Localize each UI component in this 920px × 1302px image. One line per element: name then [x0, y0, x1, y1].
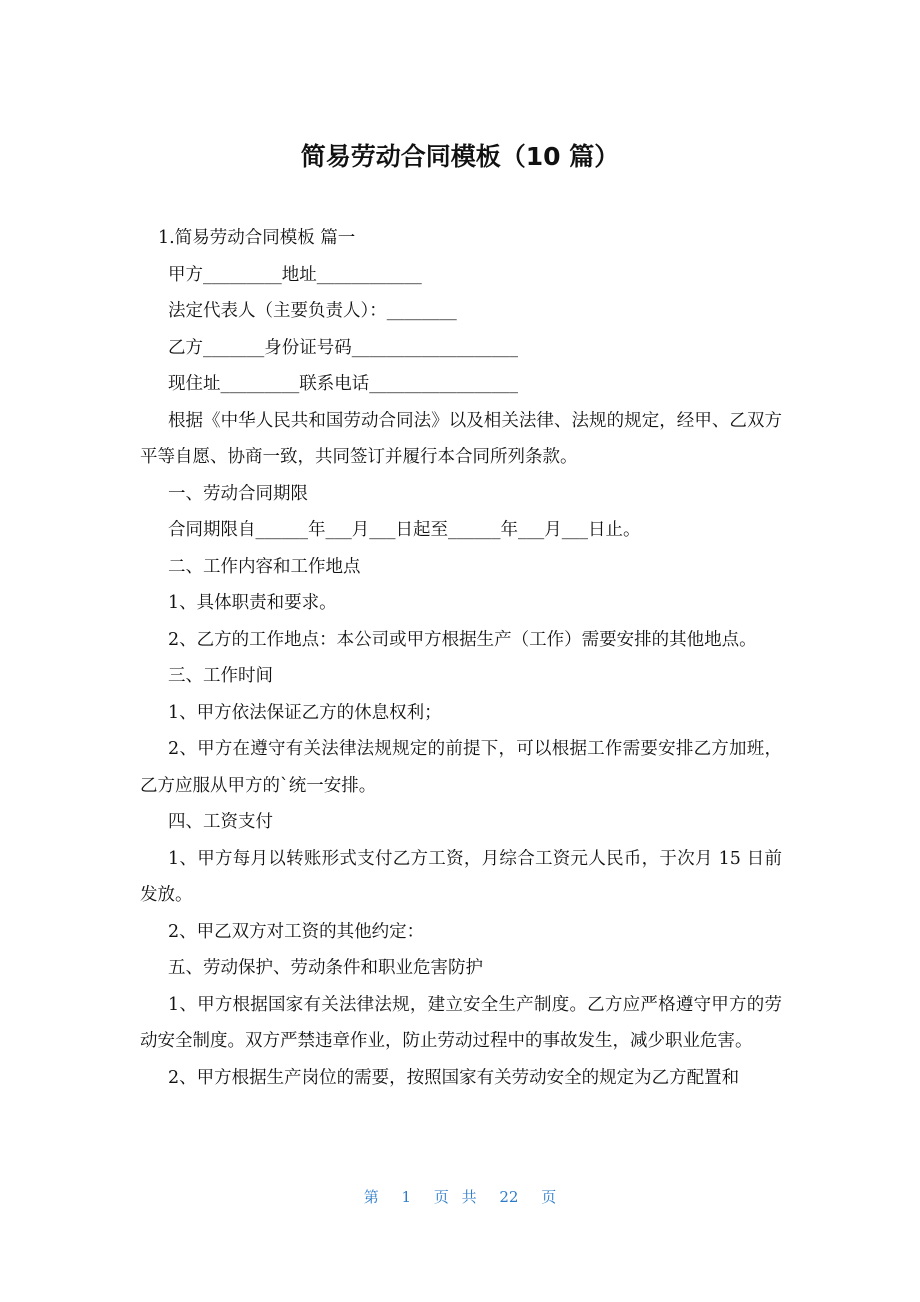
clause-heading-wages: 四、工资支付	[168, 812, 273, 832]
footer-middle: 页 共	[433, 1188, 477, 1206]
hours-item-1: 1、甲方依法保证乙方的休息权利；	[168, 702, 442, 723]
document-title: 简易劳动合同模板（10 篇）	[300, 142, 620, 171]
wages-item-1: 1、甲方每月以转账形式支付乙方工资，月综合工资元人民币，于次月 15 日前发放。	[140, 848, 782, 905]
clause-heading-hours: 三、工作时间	[168, 666, 273, 686]
footer-total-pages: 22	[499, 1188, 519, 1206]
work-item-2: 2、乙方的工作地点：本公司或甲方根据生产（工作）需要安排的其他地点。	[168, 629, 757, 650]
clause-heading-term: 一、劳动合同期限	[168, 483, 308, 504]
footer-prefix: 第	[363, 1188, 379, 1206]
work-item-1: 1、具体职责和要求。	[168, 593, 337, 613]
party-a-line: 甲方_________地址____________	[168, 264, 422, 285]
protection-item-2: 2、甲方根据生产岗位的需要，按照国家有关劳动安全的规定为乙方配置和	[168, 1067, 740, 1088]
address-phone-line: 现住址_________联系电话_________________	[168, 374, 518, 394]
wages-item-2: 2、甲乙双方对工资的其他约定：	[168, 921, 425, 942]
hours-item-2: 2、甲方在遵守有关法律法规规定的前提下，可以根据工作需要安排乙方加班，乙方应服从甲方的`统一安排。	[140, 739, 782, 796]
contract-term-line: 合同期限自______年___月___日起至______年___月___日止。	[168, 520, 641, 540]
clause-heading-protection: 五、劳动保护、劳动条件和职业危害防护	[168, 958, 483, 978]
footer-current-page: 1	[401, 1188, 412, 1206]
clause-heading-work: 二、工作内容和工作地点	[168, 556, 361, 577]
section-heading-1: 1.简易劳动合同模板 篇一	[158, 228, 356, 248]
footer-suffix: 页	[541, 1188, 557, 1206]
legal-rep-line: 法定代表人（主要负责人）：________	[168, 301, 457, 321]
party-b-line: 乙方_______身份证号码___________________	[168, 337, 518, 358]
preamble-paragraph: 根据《中华人民共和国劳动合同法》以及相关法律、法规的规定，经甲、乙双方平等自愿、协商一致，共同签订并履行本合同所列条款。	[140, 410, 782, 467]
page-footer	[0, 1186, 920, 1208]
protection-item-1: 1、甲方根据国家有关法律法规，建立安全生产制度。乙方应严格遵守甲方的劳动安全制度。双方严禁违章作业，防止劳动过程中的事故发生，减少职业危害。	[140, 994, 782, 1051]
document-body	[140, 220, 782, 1096]
